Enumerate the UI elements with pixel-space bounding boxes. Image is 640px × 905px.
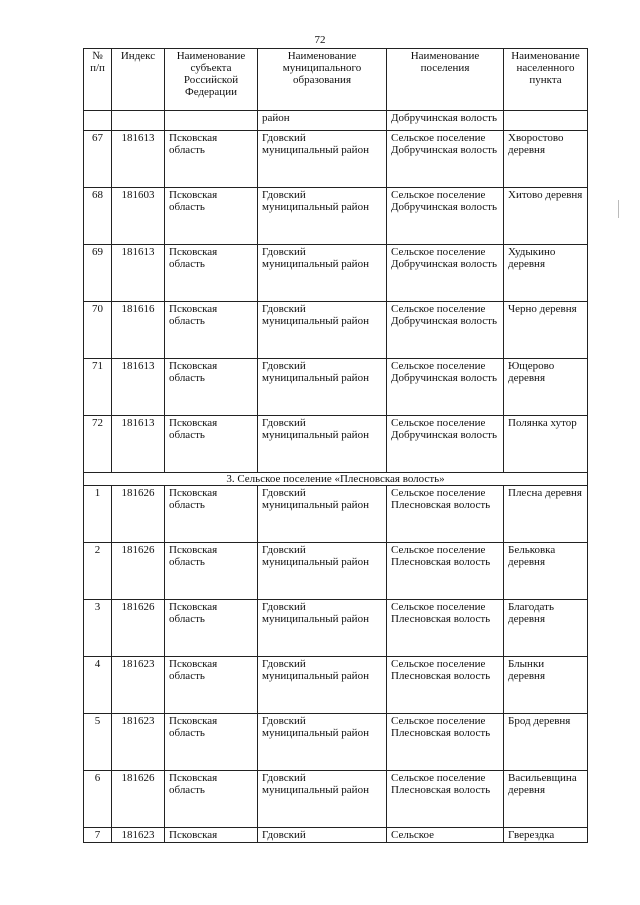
cell-settlement: Сельское поселение Добручинская волость [387,302,504,359]
cell-municipality: Гдовский муниципальный район [258,302,387,359]
cell-subject: Псковская область [165,600,258,657]
cell-number: 4 [84,657,112,714]
cell-index: 181626 [112,600,165,657]
cell-number: 6 [84,771,112,828]
cell-number: 69 [84,245,112,302]
cell-subject: Псковская область [165,714,258,771]
table-row [84,131,588,188]
scan-edge-mark [618,200,619,218]
cell-index: 181613 [112,359,165,416]
cell-index: 181613 [112,131,165,188]
cell-settlement: Сельское поселение Плесновская волость [387,486,504,543]
cell-number: 7 [84,828,112,843]
cell-index: 181623 [112,828,165,843]
header-municipality: Наименование муниципального образования [258,49,387,111]
cell-number [84,111,112,131]
cell-index: 181626 [112,486,165,543]
cell-index: 181623 [112,714,165,771]
cell-municipality: Гдовский муниципальный район [258,245,387,302]
cell-municipality: Гдовский муниципальный район [258,416,387,473]
cell-locality: Черно деревня [504,302,588,359]
section-title: 3. Сельское поселение «Плесновская волость» [84,473,588,486]
cell-subject: Псковская область [165,416,258,473]
cell-settlement: Сельское [387,828,504,843]
cell-settlement: Сельское поселение Плесновская волость [387,657,504,714]
cell-index: 181603 [112,188,165,245]
header-number: № п/п [84,49,112,111]
cell-locality: Хворостово деревня [504,131,588,188]
table-row [84,359,588,416]
cell-locality: Блынки деревня [504,657,588,714]
cell-locality: Бельковка деревня [504,543,588,600]
cell-number: 71 [84,359,112,416]
cell-settlement: Сельское поселение Добручинская волость [387,131,504,188]
cell-number: 2 [84,543,112,600]
cell-subject [165,111,258,131]
cell-number: 70 [84,302,112,359]
cell-index: 181616 [112,302,165,359]
header-locality: Наименование населенного пункта [504,49,588,111]
cell-municipality: Гдовский муниципальный район [258,600,387,657]
cell-municipality: Гдовский муниципальный район [258,188,387,245]
cell-settlement: Сельское поселение Добручинская волость [387,359,504,416]
cell-subject: Псковская область [165,131,258,188]
cell-locality: Ющерово деревня [504,359,588,416]
table-row [84,600,588,657]
table-row [84,828,588,843]
table-row [84,302,588,359]
cell-number: 3 [84,600,112,657]
cell-settlement: Сельское поселение Плесновская волость [387,771,504,828]
cell-settlement: Сельское поселение Плесновская волость [387,543,504,600]
cell-subject: Псковская область [165,657,258,714]
cell-locality: Плесна деревня [504,486,588,543]
cell-municipality: Гдовский [258,828,387,843]
cell-locality: Хитово деревня [504,188,588,245]
page-number: 72 [314,34,326,46]
cell-number: 67 [84,131,112,188]
cell-subject: Псковская область [165,359,258,416]
cell-index: 181623 [112,657,165,714]
cell-settlement: Сельское поселение Плесновская волость [387,714,504,771]
section-row [84,473,588,486]
cell-locality: Васильевщина деревня [504,771,588,828]
cell-index: 181626 [112,771,165,828]
header-settlement: Наименование поселения [387,49,504,111]
cell-subject: Псковская область [165,188,258,245]
cell-municipality: Гдовский муниципальный район [258,131,387,188]
cell-municipality: Гдовский муниципальный район [258,657,387,714]
cell-subject: Псковская [165,828,258,843]
table-row [84,714,588,771]
cell-index: 181613 [112,416,165,473]
cell-number: 5 [84,714,112,771]
cell-locality: Брод деревня [504,714,588,771]
cell-municipality: Гдовский муниципальный район [258,543,387,600]
cell-number: 68 [84,188,112,245]
continuation-row [84,111,588,131]
settlements-table [83,48,588,843]
cell-subject: Псковская область [165,486,258,543]
cell-municipality: Гдовский муниципальный район [258,714,387,771]
cell-subject: Псковская область [165,302,258,359]
cell-number: 1 [84,486,112,543]
table-row [84,188,588,245]
cell-locality: Худыкино деревня [504,245,588,302]
table-header-row [84,49,588,111]
table-row [84,416,588,473]
cell-locality [504,111,588,131]
cell-settlement: Сельское поселение Добручинская волость [387,188,504,245]
cell-locality: Гверездка [504,828,588,843]
header-index: Индекс [112,49,165,111]
cell-locality: Благодать деревня [504,600,588,657]
cell-locality: Полянка хутор [504,416,588,473]
table-row [84,543,588,600]
table-row [84,486,588,543]
cell-subject: Псковская область [165,543,258,600]
cell-subject: Псковская область [165,771,258,828]
cell-settlement: Добручинская волость [387,111,504,131]
cell-municipality: Гдовский муниципальный район [258,486,387,543]
table-row [84,657,588,714]
cell-number: 72 [84,416,112,473]
table-row [84,771,588,828]
cell-settlement: Сельское поселение Добручинская волость [387,416,504,473]
cell-index [112,111,165,131]
cell-settlement: Сельское поселение Плесновская волость [387,600,504,657]
table-row [84,245,588,302]
cell-municipality: район [258,111,387,131]
header-subject: Наименование субъекта Российской Федерации [165,49,258,111]
cell-index: 181626 [112,543,165,600]
cell-settlement: Сельское поселение Добручинская волость [387,245,504,302]
cell-municipality: Гдовский муниципальный район [258,771,387,828]
cell-subject: Псковская область [165,245,258,302]
cell-index: 181613 [112,245,165,302]
cell-municipality: Гдовский муниципальный район [258,359,387,416]
